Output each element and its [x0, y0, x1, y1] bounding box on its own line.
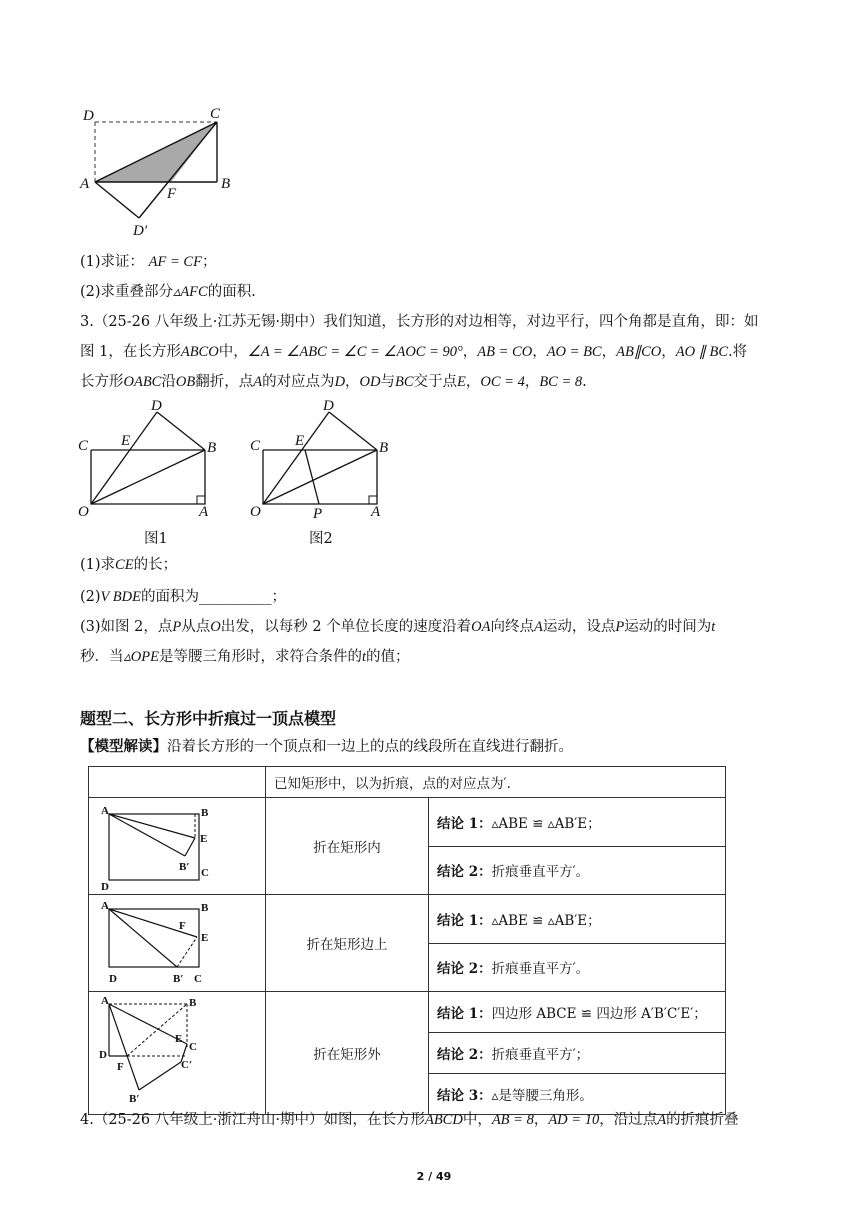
conclusion-cell: 结论 2：折痕垂直平方′； — [429, 1033, 726, 1074]
label-c: C — [210, 106, 221, 122]
line-ep — [305, 450, 319, 504]
label-b: B — [189, 997, 197, 1009]
label-a: A — [199, 504, 209, 520]
label-c: C — [250, 438, 261, 454]
label-e: E — [295, 433, 305, 449]
fig-fold-outside — [89, 992, 265, 1110]
section-intro — [80, 737, 573, 757]
label-b: B — [201, 807, 209, 819]
fig-fold-on-edge — [89, 895, 265, 987]
label-a: A — [371, 504, 381, 520]
label-d: D — [109, 973, 117, 985]
label-o: O — [78, 504, 89, 520]
label-b: B — [379, 440, 389, 456]
label-c: C — [189, 1041, 197, 1053]
label-b-prime: B′ — [129, 1093, 140, 1105]
figure-cell — [89, 992, 266, 1115]
conclusion-cell: 结论 2：折痕垂直平方′。 — [429, 943, 726, 992]
label-b-prime: B′ — [173, 973, 184, 985]
case-cell: 折在矩形内 — [266, 798, 429, 895]
conclusion-cell: 结论 3：▵是等腰三角形。 — [429, 1074, 726, 1115]
label-p: P — [313, 506, 323, 522]
line-ab-prime — [109, 909, 177, 967]
figure-cell — [89, 798, 266, 895]
q3-line3: 长方形OABC沿OB翻折，点A的对应点为D，OD与BC交于点E，OC = 4，BC = 8. — [80, 374, 587, 390]
right-angle-mark — [369, 496, 377, 504]
conclusion-cell: 结论 1：▵ABE ≌ ▵AB′E； — [429, 895, 726, 944]
case-cell: 折在矩形边上 — [266, 895, 429, 992]
section-title: 题型二、长方形中折痕过一顶点模型 — [80, 709, 337, 728]
figure-cell — [89, 895, 266, 992]
diagonal-ob — [91, 450, 205, 504]
q3-fig2-caption: 图2 — [309, 531, 333, 547]
label-d: D — [323, 398, 334, 414]
q2-part1: (1)求证： AF = CF； — [80, 254, 217, 270]
label-e: E — [201, 932, 209, 944]
label-f: F — [167, 186, 177, 202]
q4-line: 4.（25-26 八年级上·浙江舟山·期中）如图，在长方形ABCD中，AB = 8，AD = 10，沿过点A的折痕折叠 — [80, 1112, 739, 1128]
label-e: E — [175, 1033, 183, 1045]
intro-text: 沿着长方形的一个顶点和一边上的点的线段所在直线进行翻折。 — [167, 739, 573, 755]
q3-part3-line1: (3)如图 2，点P从点O出发，以每秒 2 个单位长度的速度沿着OA向终点A运动，设点P运动的时间为t — [80, 619, 716, 635]
line-od — [263, 412, 329, 504]
conclusion-cell: 结论 2：折痕垂直平方′。 — [429, 846, 726, 895]
intro-tag: 【模型解读】 — [80, 738, 167, 755]
header-cell: 已知矩形中，以为折痕，点的对应点为′. — [266, 767, 726, 798]
q3-figure-1 — [75, 398, 225, 522]
label-f: F — [179, 920, 186, 932]
dashed-b-prime-e — [177, 937, 197, 967]
line-db — [157, 412, 205, 450]
diagonal-ob — [263, 450, 377, 504]
q3-part3-line2: 秒．当▵OPE是等腰三角形时，求符合条件的t的值； — [80, 649, 410, 665]
label-b-prime: B′ — [179, 861, 190, 873]
q3-part1: (1)求CE的长； — [80, 557, 178, 573]
line-b-prime-c-prime — [139, 1062, 181, 1090]
line-od — [91, 412, 157, 504]
case-cell: 折在矩形外 — [266, 992, 429, 1115]
right-angle-mark — [197, 496, 205, 504]
conclusion-cell: 结论 1：四边形 ABCE ≌ 四边形 A′B′C′E′； — [429, 992, 726, 1033]
table-row — [89, 992, 726, 1033]
label-b: B — [201, 902, 209, 914]
label-o: O — [250, 504, 261, 520]
figure-fold-rectangle — [75, 100, 255, 240]
line-ab-prime — [109, 814, 185, 856]
label-c-prime: C′ — [181, 1059, 193, 1071]
q3-part2: (2)V BDE的面积为__________； — [80, 589, 286, 605]
header-blank-cell — [89, 767, 266, 798]
dashed-fb — [127, 1004, 187, 1056]
label-a: A — [101, 900, 109, 912]
label-d: D — [99, 1049, 107, 1061]
label-a: A — [101, 995, 109, 1007]
label-c: C — [194, 973, 202, 985]
label-c: C — [201, 867, 209, 879]
q3-figure-2 — [247, 398, 397, 522]
table-row — [89, 798, 726, 847]
label-d: D — [151, 398, 162, 414]
label-a: A — [101, 805, 109, 817]
edge-ad-prime — [95, 182, 139, 218]
rect — [109, 909, 199, 967]
fold-ae — [109, 814, 195, 838]
table-row — [89, 895, 726, 944]
label-d-prime: D′ — [133, 223, 148, 239]
line-db — [329, 412, 377, 450]
q3-fig1-caption: 图1 — [144, 531, 168, 547]
conclusion-cell: 结论 1：▵ABE ≌ ▵AB′E； — [429, 798, 726, 847]
label-b: B — [207, 440, 217, 456]
page-number: 2 / 49 — [416, 1170, 452, 1183]
label-b: B — [221, 176, 231, 192]
label-d: D — [101, 881, 109, 890]
fig-fold-inside — [89, 798, 265, 890]
label-a: A — [80, 176, 90, 192]
label-d: D — [83, 108, 94, 124]
label-e: E — [121, 433, 131, 449]
label-e: E — [200, 833, 208, 845]
table-header-row — [89, 767, 726, 798]
q3-line1: 3.（25-26 八年级上·江苏无锡·期中）我们知道，长方形的对边相等，对边平行，四个角都是直角，即：如 — [80, 314, 759, 330]
q3-line2: 图 1，在长方形ABCO中，∠A = ∠ABC = ∠C = ∠AOC = 90°，AB = CO，AO = BC，AB∥CO，AO ∥ BC.将 — [80, 344, 748, 360]
model-table — [88, 766, 726, 1115]
label-c: C — [78, 438, 89, 454]
q2-part2: (2)求重叠部分▵AFC的面积. — [80, 284, 256, 300]
line-b-prime-e — [185, 838, 195, 856]
label-f: F — [117, 1061, 124, 1073]
